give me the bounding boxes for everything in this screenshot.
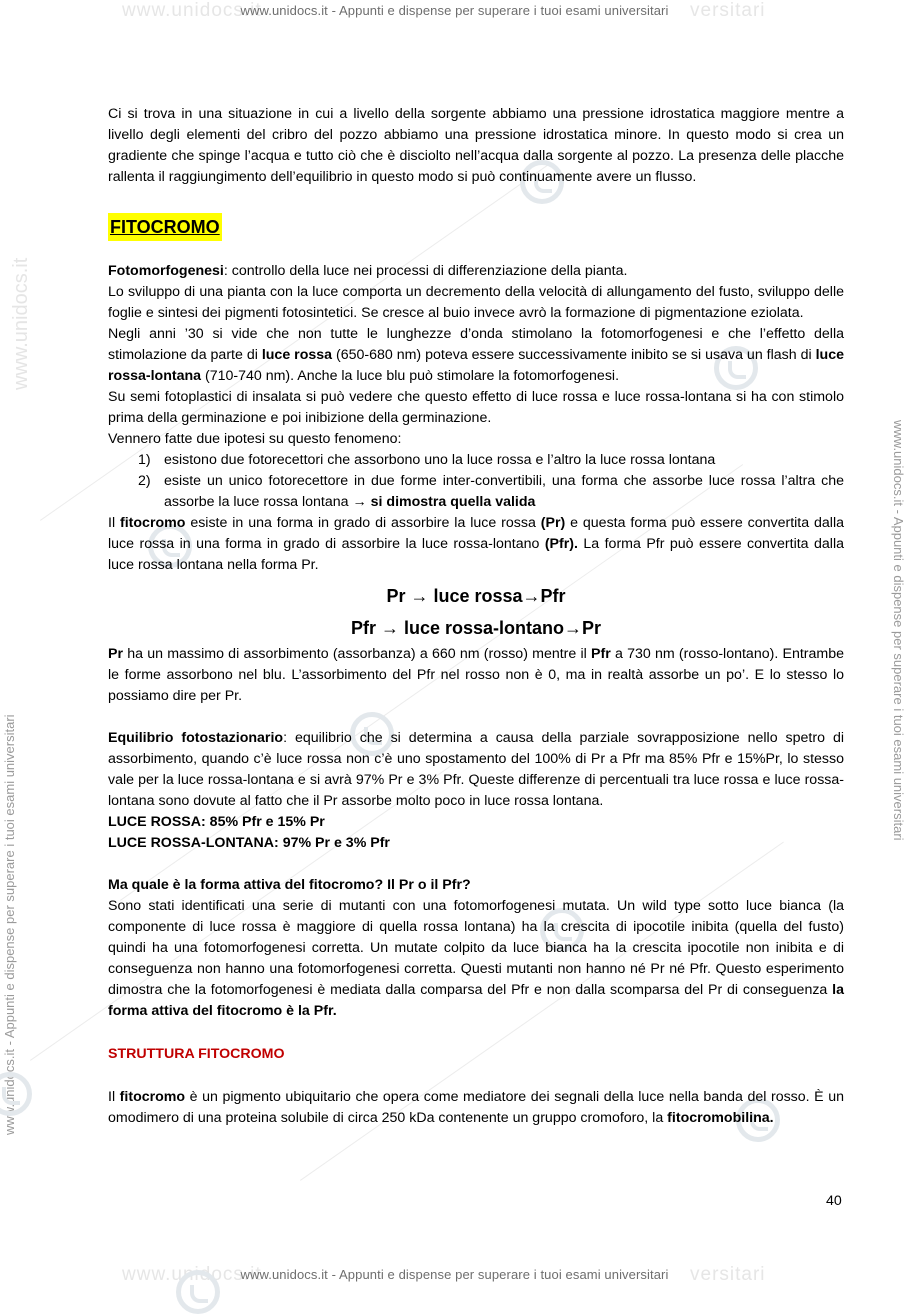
heading-fitocromo: FITOCROMO: [108, 213, 222, 241]
watermark-faint-top-left: www.unidocs.it: [122, 0, 262, 21]
luce-rossa-values: LUCE ROSSA: 85% Pfr e 15% Pr: [108, 814, 325, 830]
paragraph-text: La forma Pfr può essere convertita dalla luce rossa lontana nella forma Pr.: [108, 536, 844, 573]
paragraph-mutanti: [108, 896, 844, 1022]
term-fotomorfogenesi: Fotomorfogenesi: [108, 263, 224, 279]
watermark-left-side: www.unidocs.it - Appunti e dispense per superare i tuoi esami universitari: [2, 714, 17, 1135]
hypothesis-list: [108, 450, 844, 513]
term-pr: Pr: [108, 646, 123, 662]
document-body: [108, 104, 844, 1129]
list-text: esiste un unico fotorecettore in due forme inter-convertibili, una forma che assorbe luce rossa l’altra che assorbe la luce rossa lontana →: [164, 473, 844, 510]
term-luce-rossa-lontana: luce rossa-lontana: [108, 347, 844, 384]
term-fitocromobilina: fitocromobilina.: [667, 1110, 774, 1126]
paragraph-text: ha un massimo di assorbimento (assorbanza) a 660 nm (rosso) mentre il: [122, 646, 592, 662]
paragraph-text: : controllo della luce nei processi di differenziazione della pianta.: [223, 263, 628, 279]
paragraph-text: Il: [108, 515, 120, 531]
term-luce-rossa: luce rossa: [261, 347, 333, 363]
heading-struttura-line: [108, 1044, 844, 1065]
term-equilibrio-fotostazionario: Equilibrio fotostazionario: [108, 730, 284, 746]
list-item: [108, 450, 844, 471]
paragraph-struttura: [108, 1087, 844, 1129]
paragraph-text: Sono stati identificati una serie di mutanti con una fotomorfogenesi mutata. Un wild type sotto luce bianca (la componente di luce rossa è maggiore di quella rossa lontana) ha la crescita di ipocotile inibita (quella del fusto) quindi ha una fotomorfogenesi corretta. Un mutate colpito da luce bianca ha la crescita ipocotile non inibita e di conseguenza non hanno una fotomorfogenesi corretta. Questi mutanti non hanno né Pr né Pfr. Questo esperimento dimostra che la fotomorfogenesi è mediata dalla comparsa del Pfr e non dalla scomparsa del Pr di conseguenza: [108, 898, 844, 998]
paragraph-fotomorfogenesi: [108, 261, 844, 282]
paragraph-semi: Su semi fotoplastici di insalata si può vedere che questo effetto di luce rossa e luce rossa-lontana si ha con stimolo prima della germinazione e poi inibizione della germinazione.: [108, 389, 844, 426]
paragraph-text: (710-740 nm). Anche la luce blu può stimolare la fotomorfogenesi.: [201, 368, 620, 384]
paragraph-text: è un pigmento ubiquitario che opera come mediatore dei segnali della luce nella banda del rosso. È un omodimero di una proteina solubile di circa 250 kDa contenente un gruppo cromoforo, la: [108, 1089, 844, 1126]
paragraph-text: : equilibrio che si determina a causa della parziale sovrapposizione nello spetro di assorbimento, quando c’è luce rossa non c’è uno spostamento del 100% di Pr a Pfr ma 85% Pfr e 15%Pr, lo stesso vale per la luce rossa-lontana e si avrà 97% Pr e 3% Pfr. Queste differenze di percentuali tra luce rossa e luce rossa-lontana sono dovute al fatto che il Pr assorbe molto poco in luce rossa lontana.: [108, 730, 844, 809]
watermark-top: www.unidocs.it - Appunti e dispense per superare i tuoi esami universitari: [240, 3, 669, 18]
paragraph-text: a 730 nm (rosso-lontano). Entrambe le forme assorbono nel blu. L’assorbimento del Pfr nel rosso non è 0, ma in realtà assorbe un po’. E lo stesso lo possiamo dire per Pr.: [108, 646, 844, 704]
term-pr: (Pr): [540, 515, 566, 531]
term-fitocromo: fitocromo: [119, 1089, 186, 1105]
paragraph-sviluppo: Lo sviluppo di una pianta con la luce comporta un decremento della velocità di allungamento del fusto, sviluppo delle foglie e sintesi dei pigmenti fotosintetici. Se cresce al buio invece avrò la formazione di pigmentazione eziolata.: [108, 284, 844, 321]
luce-rossa-lontana-line: [108, 833, 844, 854]
page-number: 40: [826, 1193, 842, 1209]
paragraph-text: esiste in una forma in grado di assorbire la luce rossa: [185, 515, 541, 531]
list-number: 1): [138, 452, 151, 468]
watermark-left-faint: www.unidocs.it: [10, 257, 32, 390]
watermark-faint-bottom-right: versitari: [690, 1264, 766, 1285]
list-number: 2): [138, 473, 151, 489]
watermark-faint-bottom-left: www.unidocs.it: [122, 1264, 262, 1285]
list-item: [108, 471, 844, 513]
paragraph-text: (650-680 nm) poteva essere successivamente inibito se si usava un flash di: [332, 347, 816, 363]
paragraph-ipotesi: Vennero fatte due ipotesi su questo fenomeno:: [108, 431, 402, 447]
term-fitocromo: fitocromo: [120, 515, 186, 531]
paragraph-text: Il: [108, 1089, 120, 1105]
watermark-faint-top-right: versitari: [690, 0, 766, 21]
term-pfr: Pfr: [591, 646, 611, 662]
question-text: Ma quale è la forma attiva del fitocromo? Il Pr o il Pfr?: [108, 877, 471, 893]
luce-rossa-lontana-values: LUCE ROSSA-LONTANA: 97% Pr e 3% Pfr: [108, 835, 390, 851]
paragraph-assorbimento: [108, 644, 844, 707]
unidocs-logo-icon: [176, 1270, 220, 1314]
watermark-right-side: www.unidocs.it - Appunti e dispense per superare i tuoi esami universitari: [891, 420, 906, 841]
paragraph-equilibrio: [108, 728, 844, 812]
equation-pfr-to-pr: Pfr → luce rossa-lontano→Pr: [350, 618, 602, 638]
paragraph-fitocromo-forme: [108, 513, 844, 576]
conclusion-bold: la forma attiva del fitocromo è la Pfr.: [108, 982, 844, 1019]
paragraph-text: Negli anni ’30 si vide che non tutte le lunghezze d’onda stimolano la fotomorfogenesi e che l’effetto della stimolazione da parte di: [108, 326, 844, 363]
watermark-bottom: www.unidocs.it - Appunti e dispense per superare i tuoi esami universitari: [240, 1267, 669, 1282]
luce-rossa-line: [108, 812, 844, 833]
equation-pr-to-pfr: Pr → luce rossa→Pfr: [386, 586, 566, 606]
list-bold-text: si dimostra quella valida: [370, 494, 536, 510]
term-pfr: (Pfr).: [544, 536, 578, 552]
intro-paragraph: Ci si trova in una situazione in cui a livello della sorgente abbiamo una pressione idrostatica maggiore mentre a livello degli elementi del cribro del pozzo abbiamo una pressione idrostatica minore. In questo modo si crea un gradiente che spinge l’acqua e tutto ciò che è disciolto nell’acqua dalla sorgente al pozzo. La presenza delle placche rallenta il raggiungimento dell’equilibrio in questo modo si può continuamente avere un flusso.: [108, 106, 844, 185]
unidocs-logo-icon: [0, 1072, 32, 1116]
list-text: esistono due fotorecettori che assorbono uno la luce rossa e l’altro la luce rossa lontana: [164, 452, 716, 468]
question-line: [108, 875, 844, 896]
heading-struttura-fitocromo: STRUTTURA FITOCROMO: [108, 1046, 285, 1062]
paragraph-text: e questa forma può essere convertita dalla luce rossa in una forma in grado di assorbire la luce rossa-lontano: [108, 515, 844, 552]
paragraph-anni-30: [108, 324, 844, 387]
